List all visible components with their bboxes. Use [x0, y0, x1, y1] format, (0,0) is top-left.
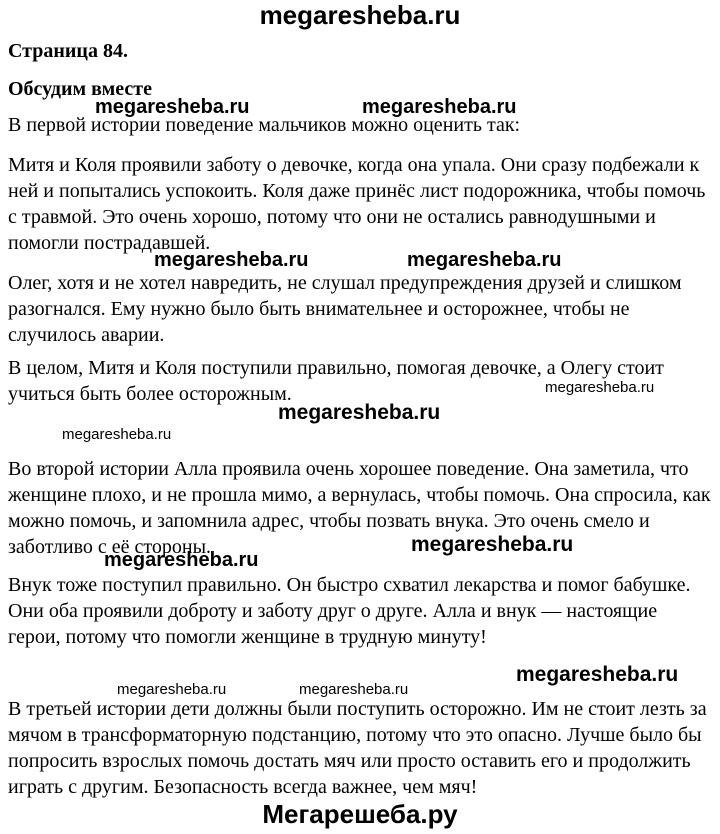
watermark: megaresheba.ru [545, 379, 655, 396]
section-heading: Обсудим вместе [8, 78, 152, 100]
watermark: megaresheba.ru [278, 401, 441, 424]
watermark: megaresheba.ru [104, 549, 259, 571]
paragraph-story1-boys: Митя и Коля проявили заботу о девочке, когда она упала. Они сразу подбежали к ней и попытались успокоить. Коля даже принёс лист подорожника, чтобы помочь с травмой. Это очень хорошо, потому что они не остались равнодушными и помогли пострадавшей. [8, 154, 706, 254]
paragraph-story2-alla: Во второй истории Алла проявила очень хорошее поведение. Она заметила, что женщине плохо, и не прошла мимо, а вернулась, чтобы помочь. Она спросила, как можно помочь, и запомнила адрес, чтобы позвать внука. Это очень смело и заботливо с её стороны. [8, 458, 711, 558]
watermark: megaresheba.ru [95, 96, 250, 118]
watermark: megaresheba.ru [362, 96, 517, 118]
watermark: megaresheba.ru [411, 533, 574, 556]
watermark: megaresheba.ru [516, 663, 679, 686]
paragraph-story2-grandson: Внук тоже поступил правильно. Он быстро схватил лекарства и помог бабушке. Они оба проявили доброту и заботу друг о друге. Алла и внук — настоящие герои, потому что помогли женщине в трудную минуту! [8, 574, 691, 648]
watermark: megaresheba.ru [62, 426, 172, 443]
watermark: megaresheba.ru [407, 249, 562, 271]
paragraph-story1-oleg: Олег, хотя и не хотел навредить, не слушал предупреждения друзей и слишком разогнался. Ему нужно было быть внимательнее и осторожнее, чтобы не случилось аварии. [8, 272, 682, 346]
watermark: megaresheba.ru [117, 681, 227, 698]
footer-brand: Мегарешеба.ру [262, 799, 458, 829]
page-heading: Страница 84. [8, 40, 128, 62]
watermark: megaresheba.ru [299, 681, 409, 698]
header-watermark: megaresheba.ru [259, 0, 461, 30]
paragraph-story1-conclusion: В целом, Митя и Коля поступили правильно, помогая девочке, а Олегу стоит учиться быть более осторожным. [8, 357, 664, 405]
watermark: megaresheba.ru [154, 249, 309, 271]
paragraph-story3-children: В третьей истории дети должны были поступить осторожно. Им не стоит лезть за мячом в трансформаторную подстанцию, потому что это опасно. Лучше было бы попросить взрослых помочь достать мяч или просто оставить его и продолжить играть с другим. Безопасность всегда важнее, чем мяч! [8, 698, 707, 798]
paragraph-intro: В первой истории поведение мальчиков можно оценить так: [8, 114, 521, 136]
